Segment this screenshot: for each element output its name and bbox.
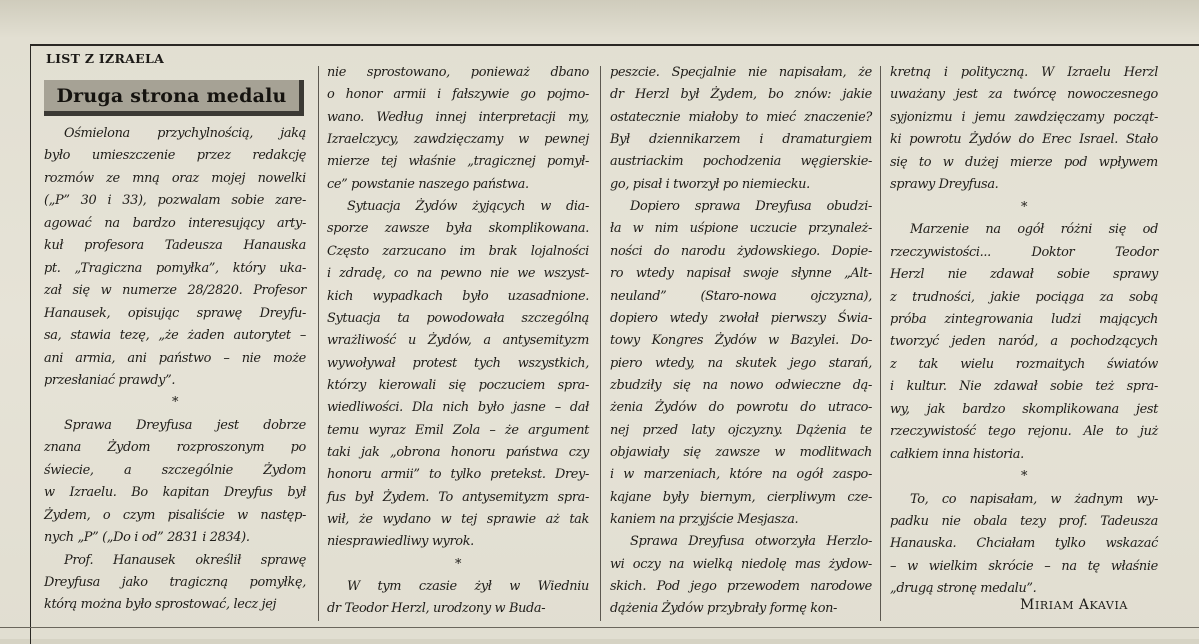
text-line: ki powrotu Żydów do Erec Israel. Stało xyxy=(890,132,1158,148)
text-line: To, co napisałam, w żadnym wy- xyxy=(910,491,1158,507)
text-line: honoru armii” to tylko pretekst. Drey- xyxy=(327,467,589,483)
text-line: wił, że wydano w tej sprawie aż tak xyxy=(327,512,589,527)
text-line: nej przed laty ojczyzny. Dążenia te xyxy=(610,422,872,438)
text-line: wi oczy na wielką niedolę mas żydow- xyxy=(610,556,872,572)
section-rubric: LIST Z IZRAELA xyxy=(46,51,165,66)
text-line: całkiem inna historia. xyxy=(890,446,1024,462)
text-line: zbudziły się na nowo odwieczne dą- xyxy=(610,377,872,393)
text-line: Hanausek, opisując sprawę Dreyfu- xyxy=(44,305,306,321)
text-line: wrażliwość u Żydów, a antysemityzm xyxy=(327,333,589,349)
text-line: ro wtedy napisał swoje słynne „Alt- xyxy=(610,266,872,282)
text-line: w Izraelu. Bo kapitan Dreyfus był xyxy=(44,485,306,501)
text-line: kretną i polityczną. W Izraelu Herzl xyxy=(890,65,1158,80)
text-line: ności do narodu żydowskiego. Dopie- xyxy=(610,243,872,259)
text-line: było umieszczenie przez redakcję xyxy=(44,148,306,164)
text-line: Hanauska. Chciałam tylko wskazać xyxy=(890,536,1158,552)
article-column-4 xyxy=(890,0,1158,597)
text-line: nie sprostowano, ponieważ dbano xyxy=(327,65,589,80)
text-line: kaniem na przyjście Mesjasza. xyxy=(610,512,799,527)
text-line: którzy kierowali się poczuciem spra- xyxy=(327,377,589,393)
text-line: taki jak „obrona honoru państwa czy xyxy=(327,444,589,460)
text-line: * xyxy=(1020,469,1028,485)
text-line: Sprawa Dreyfusa otworzyła Herzlo- xyxy=(630,534,872,550)
frame-left-rule xyxy=(30,44,31,644)
text-line: go, pisał i tworzył po niemiecku. xyxy=(610,176,810,192)
text-line: dr Teodor Herzl, urodzony w Buda- xyxy=(327,601,546,617)
text-line: przesłaniać prawdy”. xyxy=(44,372,176,388)
text-line: syjonizmu i jemu zawdzięczamy począt- xyxy=(890,109,1158,125)
column-divider-3 xyxy=(880,66,881,621)
text-line: neuland” (Staro-nowa ojczyzna), xyxy=(610,288,872,304)
text-line: ostatecznie miałoby to mieć znaczenie? xyxy=(610,109,872,125)
text-line: z trudności, jakie pociąga za sobą xyxy=(890,289,1158,305)
text-line: dopiero wtedy zwołał pierwszy Świa- xyxy=(610,310,872,326)
text-line: Herzl nie zdawał sobie sprawy xyxy=(890,267,1158,283)
text-line: rzeczywistości... Doktor Teodor xyxy=(890,244,1158,260)
text-line: o honor armii i fałszywie go pojmo- xyxy=(327,87,589,103)
text-line: którą można było sprostować, lecz jej xyxy=(44,597,277,613)
text-line: skich. Pod jego przewodem narodowe xyxy=(610,579,872,595)
text-line: – w wielkim skrócie – na tę właśnie xyxy=(890,558,1158,574)
text-line: żenia Żydów do powrotu do utraco- xyxy=(610,400,872,416)
text-line: dr Herzl był Żydem, bo znów: jakie xyxy=(610,87,872,103)
bottom-rule xyxy=(0,627,1199,628)
text-line: nych „P” („Do i od” 2831 i 2834). xyxy=(44,530,250,546)
text-line: objawiały się zawsze w modlitwach xyxy=(610,444,872,460)
text-line: * xyxy=(454,556,462,572)
text-line: towy Kongres Żydów w Bazylei. Do- xyxy=(610,333,872,349)
text-line: rzeczywistość tego rejonu. Ale to już xyxy=(890,424,1158,440)
text-line: Izraelczycy, zawdzięczamy w pewnej xyxy=(327,132,589,148)
text-line: wiedliwości. Dla nich było jasne – dał xyxy=(327,400,589,416)
text-line: „drugą stronę medalu”. xyxy=(890,581,1037,597)
text-line: próba zintegrowania ludzi mających xyxy=(890,311,1158,327)
text-line: Dopiero sprawa Dreyfusa obudzi- xyxy=(630,199,872,215)
text-line: austriackim pochodzenia węgierskie- xyxy=(610,154,872,170)
text-line: kajane były biernym, cierpliwym cze- xyxy=(610,489,872,505)
author-signature: MIRIAM AKAVIA xyxy=(1020,597,1128,613)
text-line: padku nie obala tezy prof. Tadeusza xyxy=(890,514,1158,529)
text-line: wano. Według innej interpretacji my, xyxy=(327,109,589,125)
text-line: Sytuacja Żydów żyjących w dia- xyxy=(347,199,589,215)
article-column-1 xyxy=(44,0,306,613)
text-line: świecie, a szczególnie Żydom xyxy=(44,462,306,478)
text-line: ce” powstanie naszego państwa. xyxy=(327,176,529,192)
text-line: z tak wielu rozmaitych światów xyxy=(890,356,1158,372)
article-column-2 xyxy=(327,0,589,617)
text-line: dążenia Żydów przybrały formę kon- xyxy=(610,601,838,617)
text-line: („P” 30 i 33), pozwalam sobie zare- xyxy=(44,193,306,209)
text-line: Prof. Hanausek określił sprawę xyxy=(64,552,306,568)
text-line: temu wyraz Emil Zola – że argument xyxy=(327,422,589,438)
article-headline: Druga strona medalu xyxy=(56,84,287,107)
text-line: peszcie. Specjalnie nie napisałam, że xyxy=(610,65,872,80)
text-line: tworzyć jeden naród, a pochodzących xyxy=(890,334,1158,350)
text-line: rozmów ze mną oraz mojej nowelki xyxy=(44,170,306,186)
text-line: kich wypadkach było uzasadnione. xyxy=(327,288,589,304)
text-line: i kultur. Nie zdawał sobie też spra- xyxy=(890,379,1158,395)
text-line: kuł profesora Tadeusza Hanauska xyxy=(44,238,306,254)
text-line: Ośmielona przychylnością, jaką xyxy=(64,126,306,141)
text-line: sporze zawsze była skomplikowana. xyxy=(327,221,589,237)
text-line: sa, stawia tezę, „że żaden autorytet – xyxy=(44,328,306,344)
text-line: Był dziennikarzem i dramaturgiem xyxy=(610,132,872,148)
text-line: sprawy Dreyfusa. xyxy=(890,177,999,193)
text-line: * xyxy=(171,395,179,411)
text-line: mierze tej właśnie „tragicznej pomył- xyxy=(327,154,589,170)
text-line: * xyxy=(1020,199,1028,215)
text-line: niesprawiedliwy wyrok. xyxy=(327,534,474,550)
text-line: Żydem, o czym pisaliście w następ- xyxy=(44,507,306,523)
text-line: Sytuacja ta powodowała szczególną xyxy=(327,310,589,326)
text-line: piero wtedy, na skutek jego starań, xyxy=(610,355,872,371)
column-divider-2 xyxy=(600,66,601,621)
text-line: i w marzeniach, które na ogół zaspo- xyxy=(610,467,872,483)
text-line: wywoływał protest tych wszystkich, xyxy=(327,355,589,371)
text-line: uważany jest za twórcę nowoczesnego xyxy=(890,87,1158,103)
text-line: pt. „Tragiczna pomyłka”, który uka- xyxy=(44,260,306,276)
text-line: W tym czasie żył w Wiedniu xyxy=(347,579,589,595)
text-line: Sprawa Dreyfusa jest dobrze xyxy=(64,417,306,433)
text-line: zał się w numerze 28/2820. Profesor xyxy=(44,283,306,299)
text-line: znana Żydom rozproszonym po xyxy=(44,440,306,456)
text-line: Dreyfusa jako tragiczną pomyłkę, xyxy=(44,575,306,590)
text-line: Marzenie na ogół różni się od xyxy=(910,222,1158,238)
text-line: się to w dużej mierze pod wpływem xyxy=(890,154,1158,170)
text-line: ani armia, ani państwo – nie może xyxy=(44,350,306,366)
text-line: Często zarzucano im brak lojalności xyxy=(327,243,589,259)
text-line: wy, jak bardzo skomplikowana jest xyxy=(890,401,1158,417)
column-divider-1 xyxy=(318,66,319,621)
text-line: agować na bardzo interesujący arty- xyxy=(44,215,306,231)
text-line: i zdradę, co na pewno nie we wszyst- xyxy=(327,266,589,282)
article-column-3 xyxy=(610,0,872,617)
text-line: ła w nim uśpione uczucie przynależ- xyxy=(610,221,872,237)
text-line: fus był Żydem. To antysemityzm spra- xyxy=(327,489,589,505)
